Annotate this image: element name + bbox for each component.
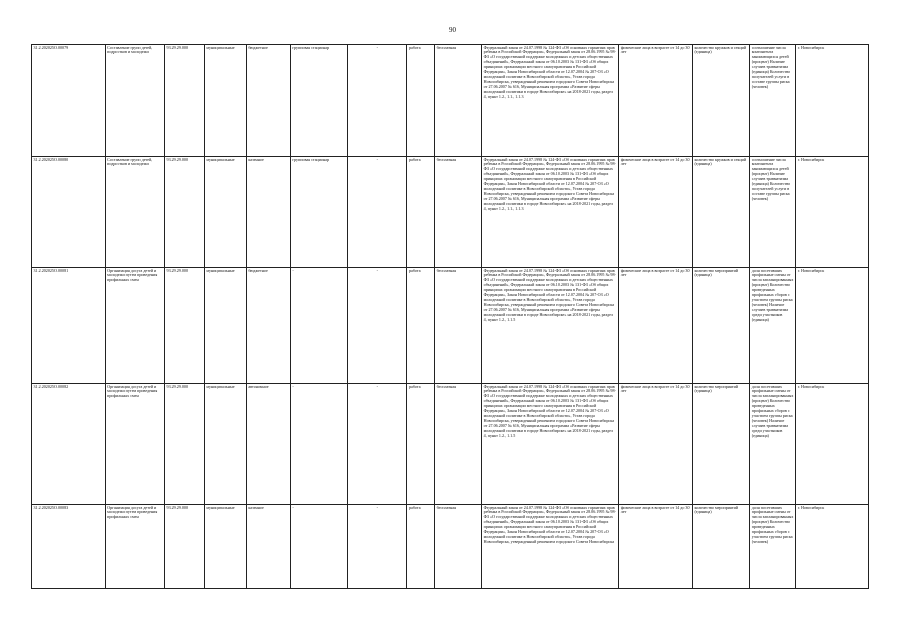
kind-cell: работа [407, 157, 435, 268]
condition-cell: - [348, 45, 407, 157]
recipients-cell: физические лица в возрасте от 14 до 30 лет [619, 45, 693, 157]
quality-indicator-cell: соотношение числа контингента занимающихся детей (процент) Наличие случаев травматизма (единица) Количество получателей услуги в составе группы риска (человек) [750, 157, 796, 268]
payment-cell: бесплатная [435, 45, 482, 157]
city-cell: г. Новосибирск [796, 268, 869, 384]
payment-cell: бесплатная [435, 505, 482, 589]
level-cell: муниципальные [204, 384, 246, 505]
level-cell: муниципальные [204, 45, 246, 157]
legal-basis-cell: Федеральный закон от 24.07.1998 № 124-ФЗ «Об основных гарантиях прав ребенка в Российской Федерации», Федеральный закон от 28.06.1995 № 98-ФЗ «О государственной поддержке молодежных и детских общественных объединений», Федеральный закон от 06.10.2003 № 131-ФЗ «Об общих принципах организации местного самоуправления в Российской Федерации», Закон Новосибирской области от 12.07.2004 № 207-ОЗ «О молодежной политике в Новосибирской области», Устав города Новосибирска, утвержденный решением городского Совета Новосибирска от 27.06.2007 № 616, Муниципальная программа «Развитие сферы молодежной политики в городе Новосибирске» на 2018-2021 годы, раздел 4, пункт 1.2., 1.1., 1.1.3 [482, 45, 619, 157]
recipients-cell: физические лица в возрасте от 14 до 30 лет [619, 268, 693, 384]
table-row [32, 157, 869, 268]
recipients-cell: физические лица в возрасте от 14 до 30 лет [619, 505, 693, 589]
registry-number-cell: 31.2.202025О.00079 [32, 45, 106, 157]
services-registry-table [31, 44, 869, 589]
table-row [32, 268, 869, 384]
page-number: 90 [449, 26, 456, 34]
okved-code-cell: 93.29.29.000 [165, 157, 205, 268]
okved-code-cell: 93.29.29.000 [165, 384, 205, 505]
recipients-cell: физические лица в возрасте от 14 до 30 лет [619, 384, 693, 505]
condition-cell: - [348, 268, 407, 384]
okved-code-cell: 93.29.29.000 [165, 45, 205, 157]
institution-type-cell: автономное [246, 384, 290, 505]
legal-basis-cell: Федеральный закон от 24.07.1998 № 124-ФЗ «Об основных гарантиях прав ребенка в Российской Федерации», Федеральный закон от 28.06.1995 № 98-ФЗ «О государственной поддержке молодежных и детских общественных объединений», Федеральный закон от 06.10.2003 № 131-ФЗ «Об общих принципах организации местного самоуправления в Российской Федерации», Закон Новосибирской области от 12.07.2004 № 207-ОЗ «О молодежной политике в Новосибирской области», Устав города Новосибирска, утвержденный решением городского Совета Новосибирска от 27.06.2007 № 616, Муниципальная программа «Развитие сферы молодежной политики в городе Новосибирске» на 2018-2021 годы, раздел 4, пункт 1.2., 1.1.5 [482, 384, 619, 505]
institution-type-cell: бюджетное [246, 45, 290, 157]
service-form-cell: - [290, 384, 347, 505]
legal-basis-cell: Федеральный закон от 24.07.1998 № 124-ФЗ «Об основных гарантиях прав ребенка в Российской Федерации», Федеральный закон от 28.06.1995 № 98-ФЗ «О государственной поддержке молодежных и детских общественных объединений», Федеральный закон от 06.10.2003 № 131-ФЗ «Об общих принципах организации местного самоуправления в Российской Федерации», Закон Новосибирской области от 12.07.2004 № 207-ОЗ «О молодежной политике в Новосибирской области», Устав города Новосибирска, утвержденный решением городского Совета Новосибирска [482, 505, 619, 589]
volume-indicator-cell: количество мероприятий (единица) [692, 268, 749, 384]
service-name-cell: Составление групп детей, подростков и молодежи [105, 45, 164, 157]
service-form-cell: - [290, 268, 347, 384]
level-cell: муниципальные [204, 505, 246, 589]
volume-indicator-cell: количество мероприятий (единица) [692, 505, 749, 589]
condition-cell: - [348, 157, 407, 268]
registry-number-cell: 31.2.202025О.00080 [32, 157, 106, 268]
level-cell: муниципальные [204, 157, 246, 268]
okved-code-cell: 93.29.29.000 [165, 268, 205, 384]
table-row [32, 45, 869, 157]
volume-indicator-cell: количество кружков и секций (единица) [692, 45, 749, 157]
city-cell: г. Новосибирск [796, 505, 869, 589]
service-name-cell: Составление групп детей, подростков и молодежи [105, 157, 164, 268]
quality-indicator-cell: доля посетивших профильные смены от числа запланированных (процент) Количество проведенных профильных сборов с участием группы риска (человек) Наличие случаев травматизма среди участников (единица) [750, 268, 796, 384]
payment-cell: бесплатная [435, 268, 482, 384]
table-row [32, 384, 869, 505]
volume-indicator-cell: количество мероприятий (единица) [692, 384, 749, 505]
service-form-cell: - [290, 505, 347, 589]
kind-cell: работа [407, 505, 435, 589]
service-form-cell: групповая стационар [290, 157, 347, 268]
city-cell: г. Новосибирск [796, 45, 869, 157]
legal-basis-cell: Федеральный закон от 24.07.1998 № 124-ФЗ «Об основных гарантиях прав ребенка в Российской Федерации», Федеральный закон от 28.06.1995 № 98-ФЗ «О государственной поддержке молодежных и детских общественных объединений», Федеральный закон от 06.10.2003 № 131-ФЗ «Об общих принципах организации местного самоуправления в Российской Федерации», Закон Новосибирской области от 12.07.2004 № 207-ОЗ «О молодежной политике в Новосибирской области», Устав города Новосибирска, утвержденный решением городского Совета Новосибирска от 27.06.2007 № 616, Муниципальная программа «Развитие сферы молодежной политики в городе Новосибирске» на 2018-2021 годы, раздел 4, пункт 1.2., 1.1., 1.1.3 [482, 157, 619, 268]
kind-cell: работа [407, 384, 435, 505]
volume-indicator-cell: количество кружков и секций (единица) [692, 157, 749, 268]
service-name-cell: Организация досуга детей и молодежи путем проведения профильных смен [105, 505, 164, 589]
institution-type-cell: казенное [246, 505, 290, 589]
service-form-cell: групповая стационар [290, 45, 347, 157]
registry-number-cell: 31.2.202025О.00082 [32, 384, 106, 505]
city-cell: г. Новосибирск [796, 384, 869, 505]
payment-cell: бесплатная [435, 157, 482, 268]
kind-cell: работа [407, 268, 435, 384]
recipients-cell: физические лица в возрасте от 14 до 30 лет [619, 157, 693, 268]
quality-indicator-cell: соотношение числа контингента занимающихся детей (процент) Наличие случаев травматизма (единица) Количество получателей услуги в составе группы риска (человек) [750, 45, 796, 157]
level-cell: муниципальные [204, 268, 246, 384]
service-name-cell: Организация досуга детей и молодежи путем проведения профильных смен [105, 268, 164, 384]
condition-cell: - [348, 505, 407, 589]
kind-cell: работа [407, 45, 435, 157]
legal-basis-cell: Федеральный закон от 24.07.1998 № 124-ФЗ «Об основных гарантиях прав ребенка в Российской Федерации», Федеральный закон от 28.06.1995 № 98-ФЗ «О государственной поддержке молодежных и детских общественных объединений», Федеральный закон от 06.10.2003 № 131-ФЗ «Об общих принципах организации местного самоуправления в Российской Федерации», Закон Новосибирской области от 12.07.2004 № 207-ОЗ «О молодежной политике в Новосибирской области», Устав города Новосибирска, утвержденный решением городского Совета Новосибирска от 27.06.2007 № 616, Муниципальная программа «Развитие сферы молодежной политики в городе Новосибирске» на 2018-2021 годы, раздел 4, пункт 1.2., 1.1.5 [482, 268, 619, 384]
institution-type-cell: казенное [246, 157, 290, 268]
institution-type-cell: бюджетное [246, 268, 290, 384]
registry-number-cell: 31.2.202025О.00081 [32, 268, 106, 384]
quality-indicator-cell: доля посетивших профильные смены от числа запланированных (процент) Количество проведенных профильных сборов с участием группы риска (человек) [750, 505, 796, 589]
city-cell: г. Новосибирск [796, 157, 869, 268]
okved-code-cell: 93.29.29.000 [165, 505, 205, 589]
service-name-cell: Организация досуга детей и молодежи путем проведения профильных смен [105, 384, 164, 505]
condition-cell: - [348, 384, 407, 505]
payment-cell: бесплатная [435, 384, 482, 505]
registry-number-cell: 31.2.202025О.00083 [32, 505, 106, 589]
table-row [32, 505, 869, 589]
quality-indicator-cell: доля посетивших профильные смены от числа запланированных (процент) Количество проведенных профильных сборов с участием группы риска (человек) Наличие случаев травматизма среди участников (единица) [750, 384, 796, 505]
